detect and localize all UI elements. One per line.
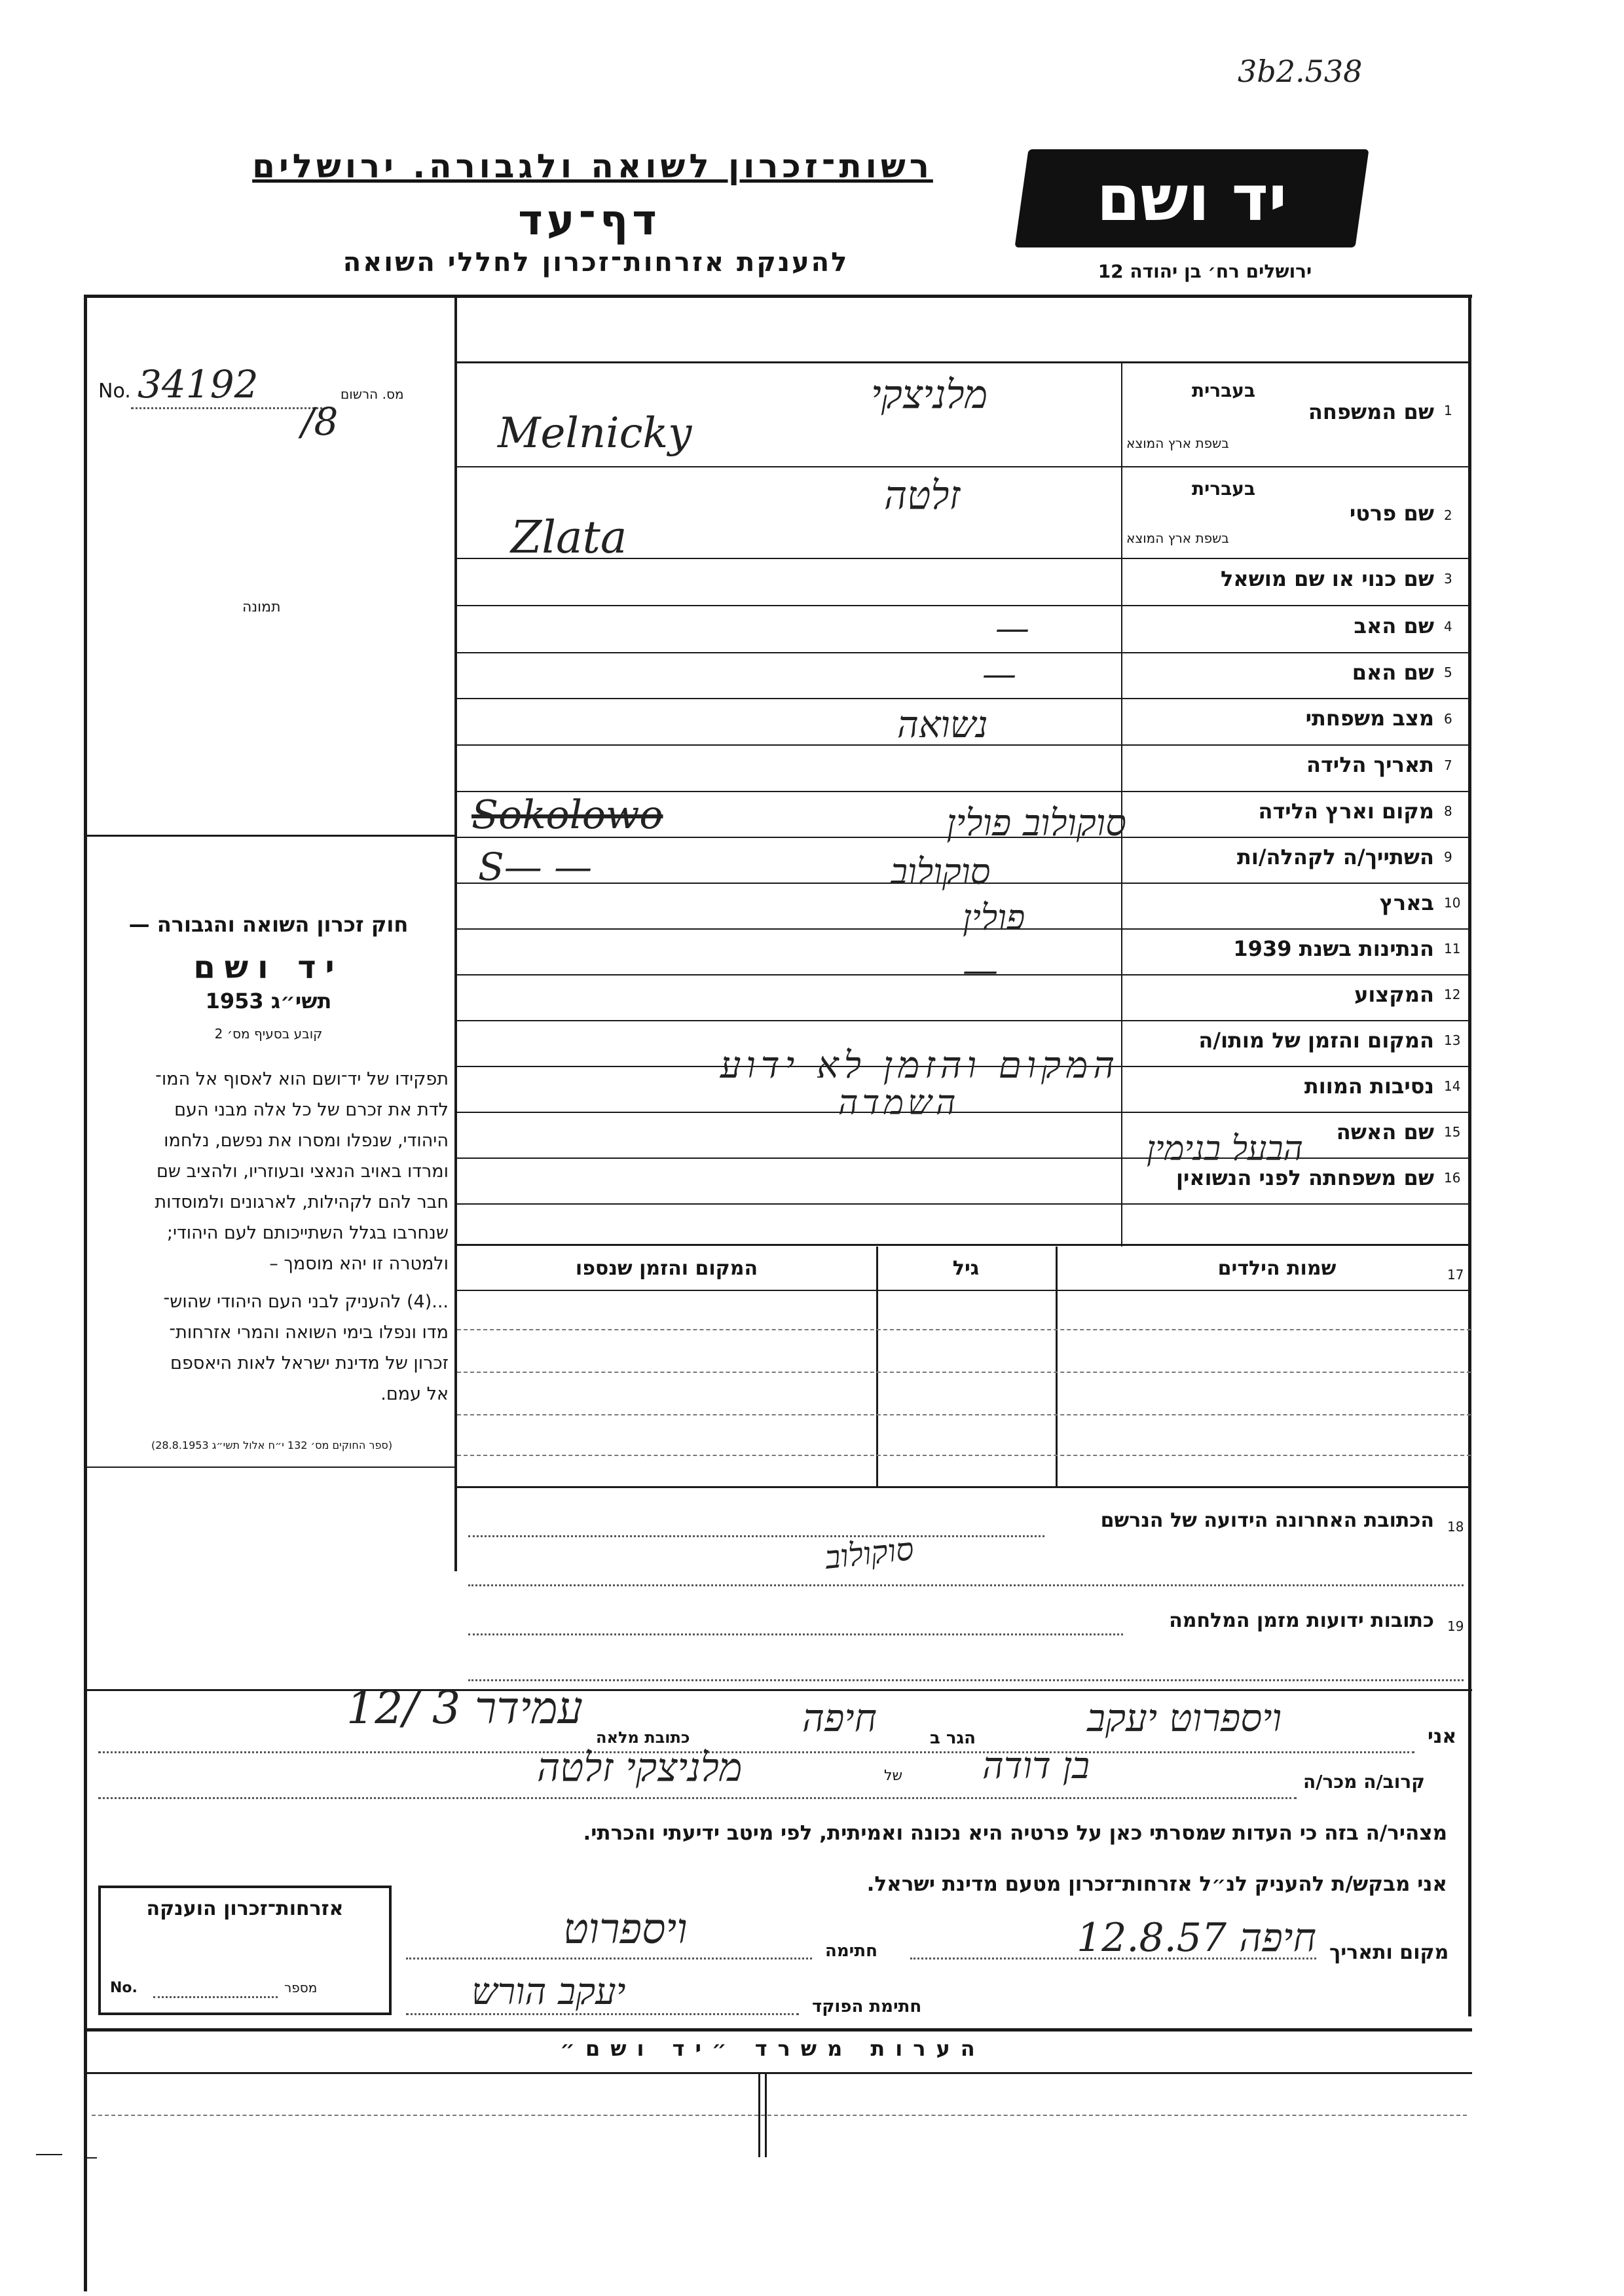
law-line: מדו ונפלו בימי השואה והמרי אזרחות־ — [169, 1322, 449, 1343]
field-number: 19 — [1447, 1618, 1464, 1634]
law-line: לדת את זכרם של כל אלה מבני העם — [174, 1100, 449, 1120]
field-sub: בשפת ארץ המוצא — [1126, 435, 1229, 451]
law-name: יד ושם — [193, 949, 344, 986]
decl-name: ויספרוט יעקב — [1087, 1696, 1282, 1740]
decl-relative: בן דודה — [982, 1745, 1090, 1787]
field-number: 11 — [1444, 941, 1461, 957]
field-number: 9 — [1444, 849, 1452, 865]
field-value: נשואה — [897, 704, 988, 746]
reg-number: 34192 — [138, 362, 259, 407]
cert-title: אזרחות־זכרון הוענקה — [146, 1897, 344, 1920]
law-line: היהודי, שנפלו ומסרו את נפשם, נלחמו — [164, 1131, 449, 1151]
logo-text: יד ושם — [1096, 162, 1287, 235]
children-header-age: גיל — [952, 1257, 980, 1280]
law-para2 — [92, 1286, 449, 1410]
field-value: המקום והזמן לא ידוע — [720, 1044, 1120, 1087]
law-title: חוק זכרון השואה והגבורה — — [128, 912, 409, 937]
yad-vashem-logo — [1014, 149, 1369, 247]
field-value: סוקולוב — [823, 1531, 915, 1576]
field-sub: בשפת ארץ המוצא — [1126, 530, 1229, 546]
field-value-latin: S— — — [478, 845, 593, 889]
decl-signature-label: חתימה — [825, 1941, 877, 1961]
field-value-latin: Melnicky — [498, 409, 692, 458]
field-number: 6 — [1444, 711, 1452, 727]
reg-no-label: No. — [98, 380, 131, 403]
decl-place-date-label: מקום ותאריך — [1329, 1941, 1449, 1964]
decl-signature: ויספרוט — [563, 1905, 688, 1954]
field-value-latin: Sokolowo — [471, 792, 663, 838]
field-label: השתייך/ה לקהלה/ות — [1236, 845, 1434, 869]
cert-no-label: No. — [110, 1980, 138, 1996]
children-header-place: המקום והזמן שנספו — [575, 1257, 758, 1280]
decl-ani: אני — [1428, 1725, 1457, 1748]
field-label: שם האשה — [1336, 1120, 1434, 1144]
field-value-latin: Zlata — [511, 512, 627, 564]
field-number: 3 — [1444, 571, 1452, 587]
law-line: תפקידו של יד־ושם הוא לאסוף אל המו־ — [155, 1069, 449, 1089]
field-number: 10 — [1444, 895, 1461, 911]
field-number: 4 — [1444, 619, 1452, 634]
decl-statement: מצהיר/ה בזה כי העדות שמסרתי כאן על פרטיה היא נכונה ואמיתית, לפי מיטב ידיעתי והכרתי. — [583, 1821, 1447, 1845]
field-label: מצב משפחתי — [1305, 706, 1434, 731]
law-line: ולמטרה זו יהא מוסמך – — [269, 1254, 449, 1274]
field-number: 8 — [1444, 803, 1452, 819]
field-number: 2 — [1444, 507, 1452, 523]
field-value-he: מלניצקי — [871, 372, 988, 418]
field-value: — — [982, 655, 1016, 694]
decl-address-label: כתובת מלאה — [596, 1728, 690, 1747]
field-value: סוקולוב — [891, 851, 991, 892]
reg-suffix: /8 — [301, 399, 339, 444]
reg-label: מס. הרשום — [341, 386, 404, 402]
law-para1 — [92, 1064, 449, 1279]
field-number: 16 — [1444, 1170, 1461, 1186]
field-number: 12 — [1444, 987, 1461, 1002]
field-label: הנתינות בשנת 1939 — [1233, 936, 1434, 961]
field-value-he: זלטה — [884, 473, 961, 519]
field-label: שם משפחתה לפני הנשואין — [1175, 1165, 1434, 1190]
authority-name: רשות־זכרון לשואה ולגבורה. ירושלים — [252, 147, 933, 185]
law-line: זכרון של מדינת ישראל לאות היאספם — [170, 1353, 449, 1374]
field-number: 7 — [1444, 757, 1452, 773]
field-sub: בעברית — [1192, 380, 1256, 401]
law-line: ומרדו באויב הנאצי ובעוזריו, ולהציב שם — [156, 1161, 449, 1182]
certificate-box — [98, 1886, 392, 2015]
field-label: המקצוע — [1354, 982, 1434, 1007]
field-label: שם כנוי או שם מושאל — [1220, 566, 1434, 591]
field-label: תאריך הלידה — [1306, 752, 1434, 777]
field-label: בארץ — [1379, 890, 1434, 915]
law-year: תשי״ג 1953 — [205, 989, 332, 1013]
field-label: כתובות ידועות מזמן המלחמה — [1169, 1609, 1434, 1632]
field-label: שם המשפחה — [1308, 399, 1434, 424]
field-label: שם פרטי — [1349, 501, 1434, 526]
field-sub: בעברית — [1192, 478, 1256, 500]
law-line: חבר להם לקהילות, לארגונים ולמוסדות — [155, 1192, 449, 1212]
field-number: 13 — [1444, 1032, 1461, 1048]
law-ref: קובע בסעיף מס׳ 2 — [214, 1026, 323, 1042]
children-header-names: שמות הילדים — [1217, 1257, 1337, 1280]
field-value: — — [963, 949, 998, 991]
decl-official-signature: יעקב הורש — [471, 1971, 626, 2013]
field-number: 17 — [1447, 1267, 1464, 1283]
law-line: ...(4) להעניק לבני העם היהודי שהוש־ — [163, 1292, 449, 1312]
field-label: הכתובת האחרונה הידועה של הנרשם — [1100, 1509, 1434, 1532]
law-line: אל עמם. — [380, 1384, 449, 1404]
field-number: 15 — [1444, 1124, 1461, 1140]
archive-mark: 3b2.538 — [1238, 54, 1363, 89]
field-label: נסיבות המוות — [1304, 1074, 1434, 1099]
decl-address: עמידר 3 /12 — [346, 1683, 583, 1734]
field-value: הבעל בנימין — [1146, 1129, 1303, 1169]
cert-number-label: מספר — [284, 1980, 318, 1995]
field-label: מקום וארץ הלידה — [1258, 799, 1434, 824]
form-subtitle: להענקת אזרחות־זכרון לחללי השואה — [342, 247, 849, 278]
law-line: שנחרבו בגלל השתייכותם לעם היהודי; — [166, 1223, 449, 1243]
decl-resides: הגר ב — [930, 1728, 976, 1748]
office-notes-title: הערות משרד ״יד ושם״ — [560, 2036, 986, 2061]
decl-official-label: חתימת הפוקד — [812, 1997, 922, 2016]
field-number: 14 — [1444, 1078, 1461, 1094]
field-number: 1 — [1444, 403, 1452, 418]
field-value: פולין — [963, 897, 1025, 938]
decl-request: אני מבקש/ת להעניק לנ״ל אזרחות־זכרון מטעם מדינת ישראל. — [866, 1872, 1447, 1896]
decl-city: חיפה — [802, 1696, 877, 1740]
field-number: 5 — [1444, 665, 1452, 680]
field-label: שם האב — [1354, 613, 1434, 638]
decl-of: מלניצקי זלטה — [537, 1745, 743, 1791]
field-value: סוקולוב פולין — [946, 802, 1126, 845]
decl-relative-label: קרוב/ה מכר/ה — [1303, 1771, 1425, 1793]
field-value: השמדה — [838, 1084, 960, 1123]
field-value: — — [995, 609, 1029, 648]
law-source: (ספר החוקים מס׳ 132 י״ח אלול תשי״ג 28.8.1953) — [151, 1439, 393, 1451]
field-number: 18 — [1447, 1519, 1464, 1535]
logo-address: ירושלים רח׳ בן יהודה 12 — [1098, 261, 1312, 282]
field-label: שם האם — [1352, 660, 1434, 685]
form-title: דף־עד — [518, 196, 661, 245]
decl-of-label: של — [884, 1768, 903, 1784]
photo-label: תמונה — [242, 599, 281, 615]
decl-place-date: חיפה 12.8.57 — [1077, 1915, 1316, 1961]
field-label: המקום והזמן של מותו/ה — [1198, 1028, 1434, 1053]
